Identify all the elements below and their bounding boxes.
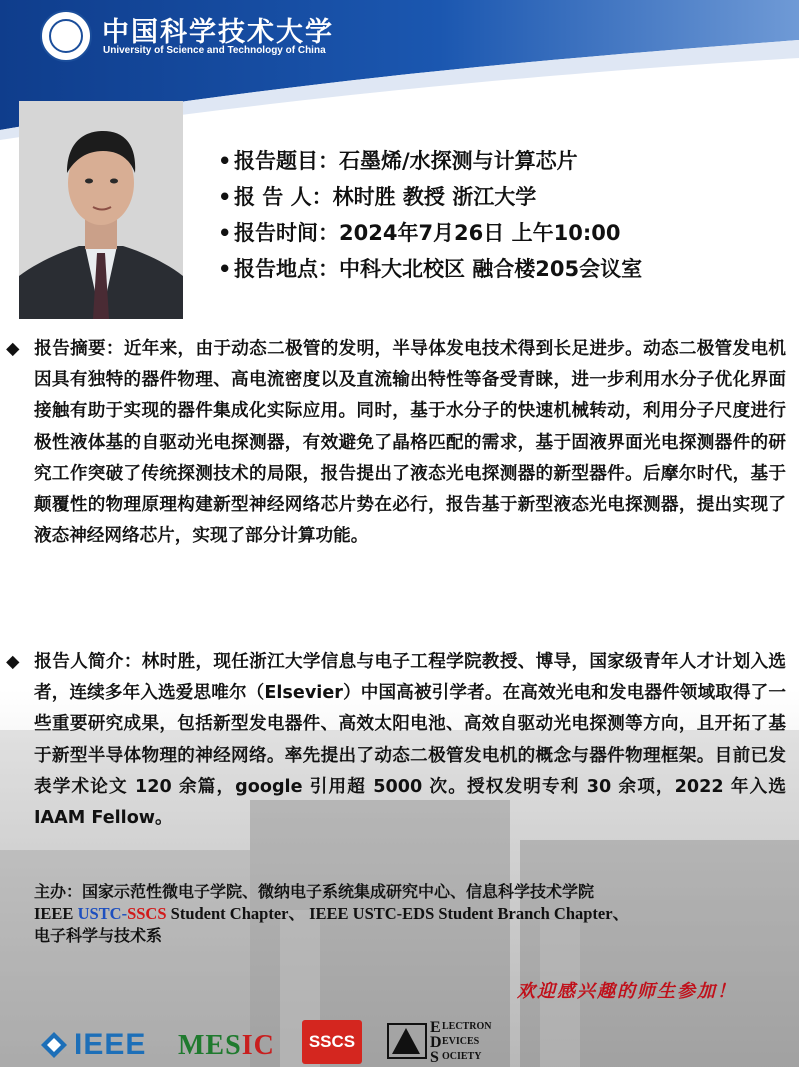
organizers-line-1: 主办：国家示范性微电子学院、微纳电子系统集成研究中心、信息科学技术学院 bbox=[34, 882, 595, 901]
bio-paragraph: ◆ 报告人简介：林时胜，现任浙江大学信息与电子工程学院教授、博导，国家级青年人才计划入选者，连续多年入选爱思唯尔（Elsevier）中国高被引学者。在高效光电和发电器件领域取得了一些重要研究成果，包括新型发电器件、高效太阳电池、高效自驱动光电探测等方向，且开拓了基于新型半导体物理的神经网络。率先提出了动态二极管发电机的概念与器件物理框架。目前已发表学术论文 120 余篇，google 引用超 5000 次。授权发明专利 30 余项，2022 年入选 IAAM Fellow。 bbox=[6, 652, 786, 829]
talk-location: • 报告地点：中科大北校区 融合楼205会议室 bbox=[218, 257, 643, 281]
university-name-en: University of Science and Technology of China bbox=[103, 45, 326, 56]
organizers-line-3: 电子科学与技术系 bbox=[34, 926, 163, 945]
ieee-logo bbox=[40, 1028, 146, 1062]
speaker-photo bbox=[19, 101, 183, 319]
organizers bbox=[34, 881, 794, 947]
svg-text:S: S bbox=[430, 1049, 439, 1064]
svg-text:D: D bbox=[430, 1034, 442, 1051]
talk-title: • 报告题目：石墨烯/水探测与计算芯片 bbox=[218, 149, 578, 173]
university-name-cn: 中国科学技术大学 bbox=[102, 17, 334, 48]
sscs-logo: SSCS bbox=[302, 1020, 362, 1064]
abstract-paragraph: ◆ 报告摘要：近年来，由于动态二极管的发明，半导体发电技术得到长足进步。动态二极管发电机因具有独特的器件物理、高电流密度以及直流输出特性等备受青睐，进一步利用水分子优化界面接触有助于实现的器件集成化实际应用。同时，基于水分子的快速机械转动，利用分子尺度进行极性液体基的自驱动光电探测器，有效避免了晶格匹配的需求，基于固液界面光电探测器件的研究工作突破了传统探测技术的局限，报告提出了液态光电探测器的新型器件。后摩尔时代，基于颠覆性的物理原理构建新型神经网络芯片势在必行，报告基于新型液态光电探测器，提出实现了液态神经网络芯片，实现了部分计算功能。 bbox=[6, 339, 786, 547]
talk-speaker: • 报 告 人：林时胜 教授 浙江大学 bbox=[218, 185, 537, 209]
university-logo bbox=[40, 10, 92, 62]
mesic-logo: MESIC bbox=[178, 1030, 275, 1061]
eds-logo-text: LECTRON EVICES OCIETY bbox=[442, 1021, 492, 1062]
talk-info bbox=[218, 143, 642, 287]
talk-time: • 报告时间：2024年7月26日 上午10:00 bbox=[218, 221, 621, 245]
ieee-text: IEEE bbox=[74, 1028, 147, 1061]
welcome-text: 欢迎感兴趣的师生参加！ bbox=[517, 981, 737, 1002]
svg-text:E: E bbox=[430, 1019, 441, 1036]
ieee-diamond-icon bbox=[40, 1031, 68, 1059]
organizers-line-2: IEEE USTC-SSCS Student Chapter、 IEEE USTC-EDS Student Branch Chapter、 bbox=[34, 904, 630, 923]
